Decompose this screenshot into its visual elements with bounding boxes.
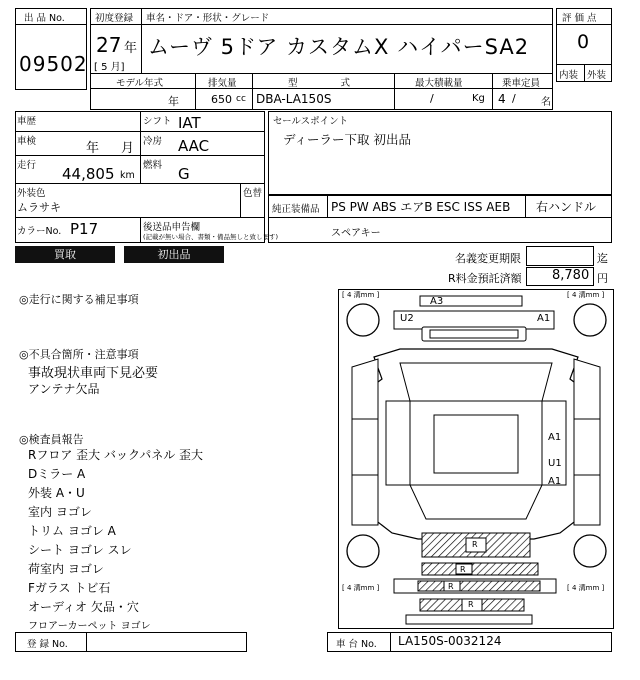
docs-note: (記載が無い場合、書類・備品無しと致します)	[143, 233, 279, 241]
mark-r-1: R	[472, 540, 478, 549]
capacity-value: 4	[498, 92, 506, 106]
ac-label: 冷房	[143, 136, 163, 147]
ext-color-value: ムラサキ	[17, 201, 61, 214]
lot-label: 出 品 No.	[24, 13, 65, 24]
color-no-value: P17	[70, 220, 99, 238]
purchase-button: 買取	[15, 246, 115, 263]
capacity-label: 乗車定員	[502, 78, 541, 89]
reg-year: 27	[96, 33, 122, 57]
docs-label: 後送品申告欄	[143, 222, 201, 233]
sales-point-text: ディーラー下取 初出品	[283, 132, 411, 147]
inspector-line: トリム ヨゴレ A	[28, 524, 116, 538]
mileage-label: 走行	[17, 160, 37, 171]
capacity-sep: /	[512, 92, 516, 105]
model-year-unit: 年	[168, 95, 179, 108]
score-label: 評 価 点	[562, 13, 597, 24]
inspector-line: Dミラー A	[28, 467, 86, 481]
mark-r-4: R	[468, 600, 474, 609]
chassis-label: 車 台 No.	[336, 639, 377, 650]
exterior-label: 外装	[587, 70, 607, 81]
first-reg-label: 初度登録	[95, 13, 134, 24]
tread-front-left: [ 4 溝mm ]	[342, 291, 380, 299]
inspection-year: 年	[86, 141, 100, 156]
displacement-value: 650	[211, 93, 232, 106]
car-diagram	[338, 289, 614, 629]
shift-label: シフト	[143, 116, 172, 127]
mark-u2: U2	[400, 313, 414, 324]
docs-value: スペアキー	[331, 228, 381, 239]
tread-front-right: [ 4 溝mm ]	[567, 291, 605, 299]
history-label: 車歴	[17, 116, 37, 127]
tread-rear-left: [ 4 溝mm ]	[342, 584, 380, 592]
mark-r-3: R	[448, 582, 454, 591]
inspector-line: Fガラス トビ石	[28, 581, 111, 595]
max-load-unit: Kg	[472, 93, 485, 104]
mileage-value: 44,805	[62, 165, 115, 183]
name-change-suffix: 迄	[597, 252, 608, 265]
max-load-sep: /	[430, 92, 434, 105]
reg-year-unit: 年	[124, 41, 138, 56]
car-info-label: 車名・ドア・形状・グレード	[146, 13, 270, 24]
ext-color-label: 外装色	[17, 188, 46, 199]
sales-point-label: セールスポイント	[273, 116, 349, 127]
handle-value: 右ハンドル	[536, 200, 597, 214]
mark-u1: U1	[548, 458, 562, 469]
name-change-box	[526, 246, 594, 266]
inspector-line: 外装 A・U	[28, 486, 85, 500]
capacity-unit: 名	[541, 97, 551, 108]
mark-a3: A3	[430, 296, 444, 307]
inspector-line: シート ヨゴレ スレ	[28, 543, 132, 557]
mark-a1-right-2: A1	[548, 476, 562, 487]
inspection-label: 車検	[17, 136, 37, 147]
inspector-line: 荷室内 ヨゴレ	[28, 562, 104, 576]
score-value: 0	[577, 31, 590, 53]
name-change-label: 名義変更期限	[455, 252, 521, 265]
inspector-line: Rフロア 歪大 バックパネル 歪大	[28, 448, 204, 462]
chassis-value: LA150S-0032124	[398, 634, 502, 648]
mark-r-2: R	[460, 565, 466, 574]
inspector-line: 室内 ヨゴレ	[28, 505, 92, 519]
equipment-items: PS PW ABS エアB ESC ISS AEB	[331, 200, 511, 214]
inspector-header: ◎検査員報告	[19, 433, 84, 446]
ac-value: AAC	[178, 137, 210, 155]
inspection-month: 月	[121, 141, 135, 156]
displacement-unit: cc	[236, 94, 246, 104]
color-change-label: 色替	[243, 188, 263, 199]
type-label: 型 式	[288, 78, 351, 89]
shift-value: IAT	[178, 114, 201, 132]
inspector-line: フロアーカーペット ヨゴレ	[28, 621, 151, 632]
equipment-label: 純正装備品	[272, 204, 320, 215]
recycle-value: 8,780	[552, 268, 590, 283]
inspector-line: オーディオ 欠品・穴	[28, 600, 139, 614]
max-load-label: 最大積載量	[415, 78, 463, 89]
fuel-label: 燃料	[143, 160, 163, 171]
mileage-unit: km	[120, 170, 135, 181]
mark-a1-right-1: A1	[548, 432, 562, 443]
recycle-unit: 円	[597, 272, 608, 285]
fuel-value: G	[178, 165, 190, 183]
first-listing-button: 初出品	[124, 246, 224, 263]
color-no-label: カラーNo.	[17, 226, 62, 237]
mark-a1-top: A1	[537, 313, 551, 324]
interior-label: 内装	[559, 70, 579, 81]
reg-no-label: 登 録 No.	[27, 639, 68, 650]
recycle-label: R料金預託済額	[448, 272, 522, 285]
model-year-label: モデル年式	[116, 78, 164, 89]
lot-number: 09502	[19, 52, 88, 76]
defect-line: 事故現状車両下見必要	[28, 366, 159, 381]
car-name: ムーヴ 5ドア カスタムX ハイパーSA2	[148, 35, 530, 59]
reg-month: [ 5 月]	[94, 62, 125, 73]
driving-header: ◎走行に関する補足事項	[19, 293, 139, 306]
type-value: DBA-LA150S	[256, 92, 332, 106]
displacement-label: 排気量	[208, 78, 237, 89]
tread-rear-right: [ 4 溝mm ]	[567, 584, 605, 592]
defect-header: ◎不具合箇所・注意事項	[19, 348, 139, 361]
defect-line: アンテナ欠品	[28, 382, 100, 396]
